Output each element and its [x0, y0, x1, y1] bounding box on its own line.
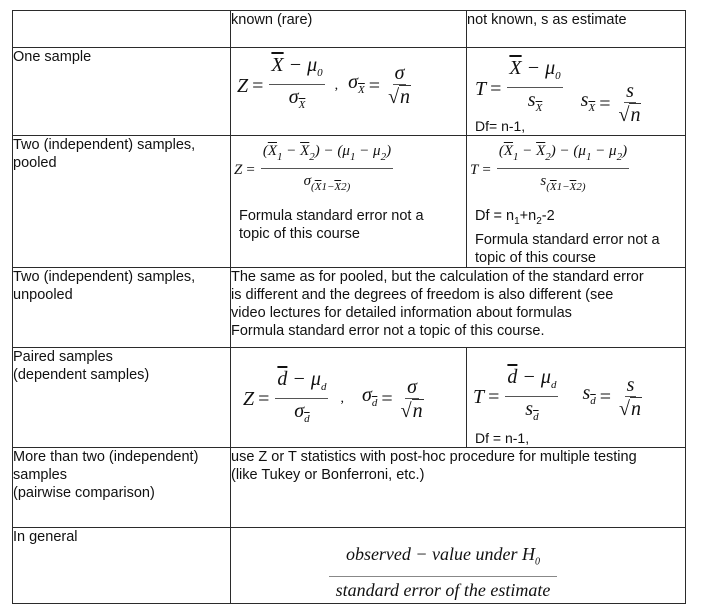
row-label — [13, 267, 231, 347]
row-label — [13, 347, 231, 447]
header-known: known (rare) — [231, 11, 467, 48]
t-formula: T = $\frac{\overline{X} - \mu_0}{s_{\overline{X}}}$ $s_{\overline{X}}$ = $\frac{s}{√n}$ — [475, 57, 641, 126]
header-not-known: not known, s as estimate — [467, 11, 686, 48]
label-line: More than two (independent) — [13, 448, 199, 465]
label-line: pooled — [13, 155, 57, 171]
row-one-sample — [13, 48, 686, 136]
note-line: Formula standard error not a — [475, 231, 660, 248]
text-line: The same as for pooled, but the calculation of the standard error — [231, 268, 644, 285]
z-formula: Z = $\frac{\overline{d} - \mu_d}{\sigma_{\overline{d}}}$ , $\sigma_{\overline{d}}$ = $\frac{\sigma}{√n}$ — [243, 367, 423, 425]
label-line: (dependent samples) — [13, 366, 150, 383]
label-line: (pairwise comparison) — [13, 484, 155, 501]
label-line: Two (independent) samples, — [13, 137, 196, 153]
note-line: topic of this course — [475, 249, 596, 266]
t-formula: T = $\frac{(\overline{X}_1 - \overline{X}_2) - (\mu_1 - \mu_2)}{s_{(\overline{X}1-\overline{X}2)}}$ — [467, 136, 685, 199]
df-text: Df= n-1, — [475, 118, 526, 134]
row-label: In general — [13, 527, 231, 604]
general-numerator: observed − value under $H_0$ — [329, 542, 557, 578]
header-row — [13, 11, 686, 48]
note — [231, 199, 466, 243]
row-label — [13, 447, 231, 527]
label-line: unpooled — [13, 286, 73, 303]
row-more-than-two — [13, 447, 686, 527]
label-line: Two (independent) samples, — [13, 268, 196, 285]
t-formula: T = $\frac{\overline{d} - \mu_d}{s_{\overline{d}}}$ $s_{\overline{d}}$ = $\frac{s}{√n}$ — [473, 365, 642, 423]
row-general — [13, 527, 686, 604]
general-formula — [329, 542, 557, 604]
text-line: is different and the degrees of freedom is also different (see — [231, 286, 614, 303]
note-line: topic of this course — [239, 226, 360, 242]
label-line: Paired samples — [13, 348, 113, 365]
z-formula: Z = $\frac{\overline{X} - \mu_0}{\sigma_{\overline{X}}}$ , $\sigma_{\overline{X}}$ = $\frac{\sigma}{√n}$ — [237, 54, 411, 111]
z-formula: Z = $\frac{(\overline{X}_1 - \overline{X}_2) - (\mu_1 - \mu_2)}{\sigma_{(\overline{X}1-\overline{X}2)}}$ — [231, 136, 466, 199]
note-line: Formula standard error not a — [239, 208, 424, 224]
row-label: One sample — [13, 48, 231, 136]
paired-known-cell — [231, 347, 467, 447]
df-text: Df = n-1, — [475, 429, 530, 446]
more-than-two-description — [231, 447, 686, 527]
two-pooled-known-cell — [231, 136, 467, 268]
df-text: $Df = n_1+n_2-2$ — [475, 208, 555, 227]
paired-unknown-cell — [467, 347, 686, 447]
text-line: (like Tukey or Bonferroni, etc.) — [231, 466, 425, 483]
text-line: Formula standard error not a topic of this course. — [231, 322, 545, 339]
general-denominator: standard error of the estimate — [335, 580, 551, 601]
one-sample-unknown-cell — [467, 48, 686, 136]
label-line: samples — [13, 466, 67, 483]
test-statistics-table — [12, 10, 686, 604]
unpooled-description — [231, 267, 686, 347]
text-line: use Z or T statistics with post-hoc procedure for multiple testing — [231, 448, 637, 465]
row-two-pooled — [13, 136, 686, 268]
row-two-unpooled — [13, 267, 686, 347]
df-and-note — [467, 199, 685, 267]
two-pooled-unknown-cell — [467, 136, 686, 268]
one-sample-known-cell — [231, 48, 467, 136]
row-paired — [13, 347, 686, 447]
general-formula-cell — [231, 527, 686, 604]
header-empty — [13, 11, 231, 48]
row-label — [13, 136, 231, 268]
text-line: video lectures for detailed information about formulas — [231, 304, 572, 321]
